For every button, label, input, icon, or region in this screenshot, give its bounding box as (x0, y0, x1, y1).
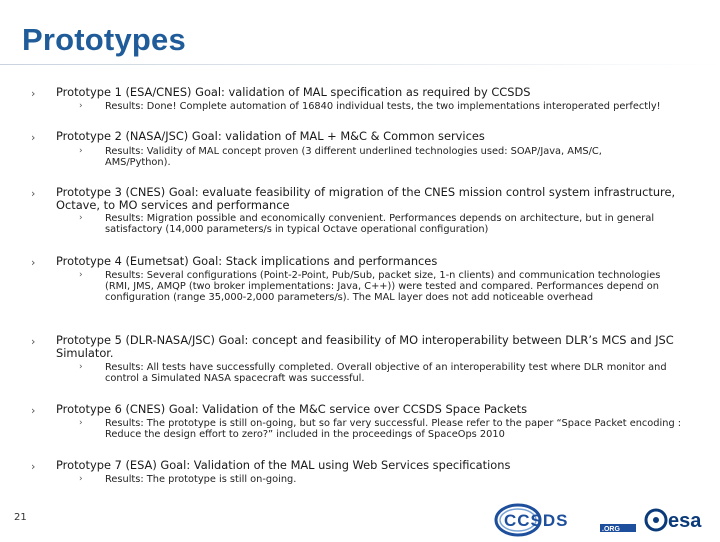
prototype-heading (56, 334, 696, 360)
prototype-goal: Goal: Validation of the MAL using Web Services specifications (156, 458, 511, 472)
sub-bullet-marker: › (79, 270, 83, 280)
prototype-heading (56, 255, 696, 268)
prototype-name: Prototype 6 (CNES) (56, 402, 166, 416)
sub-bullet-marker: › (79, 362, 83, 372)
prototype-name: Prototype 3 (CNES) (56, 185, 166, 199)
prototype-result: Results: Done! Complete automation of 16840 individual tests, the two implementations interoperated perfectly! (105, 101, 661, 112)
prototype-name: Prototype 5 (DLR-NASA/JSC) (56, 333, 215, 347)
title-divider (0, 64, 720, 65)
ccsds-suffix-text: .ORG (602, 526, 620, 533)
prototype-result: Results: All tests have successfully completed. Overall objective of an interoperability test where DLR monitor and control a Simulated NASA spacecraft was successful. (105, 362, 667, 384)
footer-logos (494, 502, 716, 538)
prototype-name: Prototype 4 (Eumetsat) (56, 254, 189, 268)
bullet-marker: › (31, 87, 36, 100)
prototype-name: Prototype 7 (ESA) (56, 458, 157, 472)
sub-bullet-marker: › (79, 213, 83, 223)
slide-title: Prototypes (22, 22, 186, 57)
ccsds-logo-text: CCSDS (504, 511, 569, 530)
bullet-marker: › (31, 335, 36, 348)
prototype-result: Results: Validity of MAL concept proven (3 different underlined technologies used: SOAP/Java, AMS/C, AMS/Python). (105, 146, 602, 168)
prototype-name: Prototype 2 (NASA/JSC) (56, 129, 189, 143)
sub-bullet-marker: › (79, 101, 83, 111)
prototype-heading (56, 130, 696, 143)
sub-bullet-marker: › (79, 146, 83, 156)
bullet-marker: › (31, 187, 36, 200)
bullet-marker: › (31, 256, 36, 269)
prototype-result: Results: The prototype is still on-going. (105, 474, 297, 485)
logo-graphic (494, 502, 716, 538)
sub-bullet-marker: › (79, 418, 83, 428)
prototype-goal: Goal: validation of MAL + M&C & Common services (188, 129, 485, 143)
prototype-heading (56, 186, 696, 212)
prototype-heading (56, 403, 696, 416)
bullet-marker: › (31, 460, 36, 473)
sub-bullet-marker: › (79, 474, 83, 484)
prototype-result: Results: Several configurations (Point-2-Point, Pub/Sub, packet size, 1-n clients) and communication technologies (RMI, JMS, AMQP (two broker implementations: Java, C++)) were tested and compared. Performances depend on configuration (range 35,000-2,000 parameters/s). The MAL layer does not add noticeable overhead (105, 270, 661, 303)
page-number: 21 (14, 512, 27, 523)
prototype-heading (56, 86, 696, 99)
prototype-name: Prototype 1 (ESA/CNES) (56, 85, 192, 99)
prototype-result: Results: The prototype is still on-going, but so far very successful. Please refer to the paper “Space Packet encoding : Reduce the design effort to zero?” included in the proceedings of SpaceOps 2010 (105, 418, 682, 440)
bullet-marker: › (31, 404, 36, 417)
prototype-goal: Goal: Stack implications and performances (188, 254, 438, 268)
prototype-goal: Goal: concept and feasibility of MO interoperability between DLR’s MCS and JSC Simulator. (56, 333, 674, 360)
prototype-goal: Goal: Validation of the M&C service over CCSDS Space Packets (165, 402, 528, 416)
esa-emblem-dot-icon (653, 517, 659, 523)
bullet-marker: › (31, 131, 36, 144)
prototype-goal: Goal: validation of MAL specification as required by CCSDS (191, 85, 531, 99)
prototype-heading (56, 459, 696, 472)
prototype-goal: Goal: evaluate feasibility of migration of the CNES mission control system infrastructure, Octave, to MO services and performance (56, 185, 676, 212)
esa-logo-text: esa (668, 510, 702, 532)
prototype-result: Results: Migration possible and economically convenient. Performances depends on architecture, but in general satisfactory (14,000 parameters/s in typical Octave operational configuration) (105, 213, 655, 235)
